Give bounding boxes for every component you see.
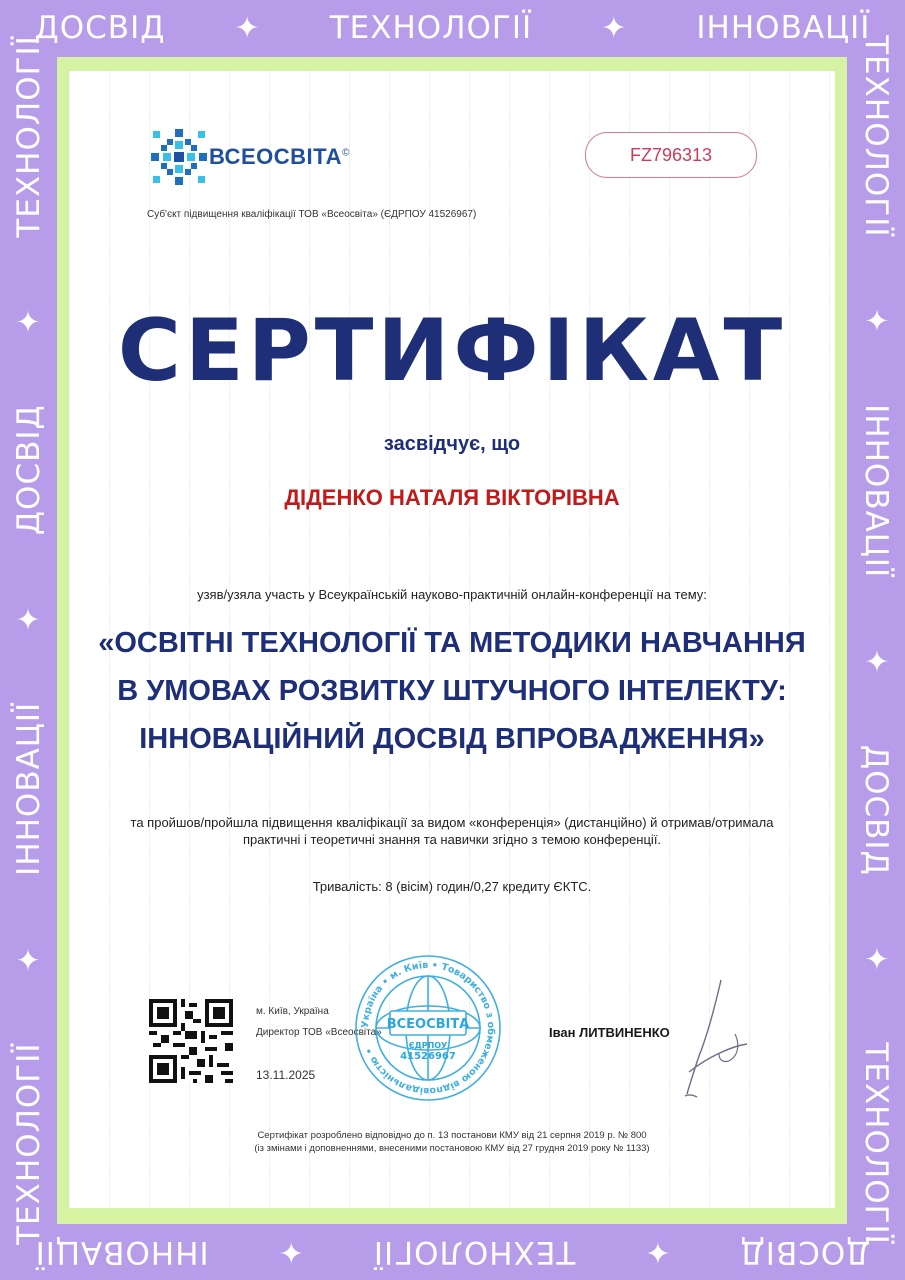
participation-text: узяв/узяла участь у Всеукраїнській науково-практичній онлайн-конференції на тему: [197, 587, 707, 602]
brand-name [209, 144, 350, 170]
border-word: ТЕХНОЛОГІЇ [858, 1042, 894, 1245]
border-word: ІННОВАЦІЇ [858, 404, 894, 579]
recipient-name: ДІДЕНКО НАТАЛЯ ВІКТОРІВНА [284, 485, 620, 510]
border-word: ДОСВІД [11, 404, 47, 536]
border-word: ТЕХНОЛОГІЇ [11, 35, 47, 238]
legal-note-line: (із змінами і доповненнями, внесеними постановою КМУ від 27 грудня 2019 року № 1133) [254, 1143, 650, 1154]
border-word: ІННОВАЦІЇ [34, 1234, 209, 1270]
border-right [847, 0, 905, 1280]
qr-code-icon[interactable] [149, 999, 233, 1083]
certifies-text: засвідчує, що [383, 433, 521, 455]
certificate-sheet [69, 71, 835, 1208]
star-icon: ✦ [601, 10, 628, 46]
city-text: м. Київ, Україна [256, 1006, 329, 1017]
border-word: ІННОВАЦІЇ [11, 701, 47, 876]
brand-text: ВСЕОСВІТА [209, 144, 343, 169]
conference-theme: «ОСВІТНІ ТЕХНОЛОГІЇ ТА МЕТОДИКИ НАВЧАННЯ В УМОВАХ РОЗВИТКУ ШТУЧНОГО ІНТЕЛЕКТУ: ІННОВАЦІЙНИЙ ДОСВІД ВПРОВАДЖЕННЯ» [98, 627, 806, 755]
director-title: Директор ТОВ «Всеосвіта» [256, 1027, 382, 1038]
star-icon: ✦ [858, 307, 894, 334]
star-icon: ✦ [11, 605, 47, 632]
star-icon: ✦ [234, 10, 261, 46]
border-word: ДОСВІД [858, 744, 894, 876]
copyright-mark: © [342, 147, 350, 159]
star-icon: ✦ [11, 946, 47, 973]
stamp-edrpou-label: ЄДРПОУ [408, 1041, 448, 1050]
border-word: ТЕХНОЛОГІЇ [858, 35, 894, 238]
green-frame [57, 57, 847, 1224]
border-word: ДОСВІД [739, 1234, 871, 1270]
stamp-edrpou: 41526967 [400, 1051, 456, 1062]
border-word: ДОСВІД [34, 10, 166, 46]
duration-text: Тривалість: 8 (вісім) годин/0,27 кредиту ЄКТС. [312, 879, 592, 894]
official-stamp [353, 953, 503, 1103]
border-left [0, 0, 58, 1280]
qualification-text: та пройшов/пройшла підвищення кваліфікації за видом «конференція» (дистанційно) й отримав/отримала практичні і теоретичні знання та навички згідно з темою конференції. [130, 815, 774, 847]
signer-name: Іван ЛИТВИНЕНКО [549, 1025, 670, 1040]
border-word: ТЕХНОЛОГІЇ [11, 1042, 47, 1245]
border-word: ТЕХНОЛОГІЇ [372, 1234, 576, 1270]
legal-note [69, 1129, 835, 1155]
border-bottom [0, 1224, 905, 1280]
stamp-brand: ВСЕОСВІТА [386, 1017, 470, 1032]
issue-date: 13.11.2025 [256, 1068, 316, 1082]
border-word: ТЕХНОЛОГІЇ [329, 10, 533, 46]
star-icon: ✦ [11, 307, 47, 334]
certificate-title: СЕРТИФІКАТ [117, 301, 787, 401]
star-icon: ✦ [858, 648, 894, 675]
star-icon: ✦ [858, 946, 894, 973]
signature-mark [649, 976, 749, 1106]
stamp-ring-text: Україна • м. Київ • Товариство з обмеженою відповідальністю • [359, 959, 497, 1097]
border-word: ІННОВАЦІЇ [696, 10, 871, 46]
border-top [0, 0, 905, 56]
star-icon: ✦ [644, 1234, 671, 1270]
snowflake-logo-icon [147, 125, 211, 189]
legal-note-line: Сертифікат розроблено відповідно до п. 13 постанови КМУ від 21 серпня 2019 р. № 800 [257, 1130, 647, 1141]
star-icon: ✦ [277, 1234, 304, 1270]
certificate-code: FZ796313 [585, 132, 757, 178]
subject-text: Суб'єкт підвищення кваліфікації ТОВ «Всеосвіта» (ЄДРПОУ 41526967) [147, 209, 477, 220]
